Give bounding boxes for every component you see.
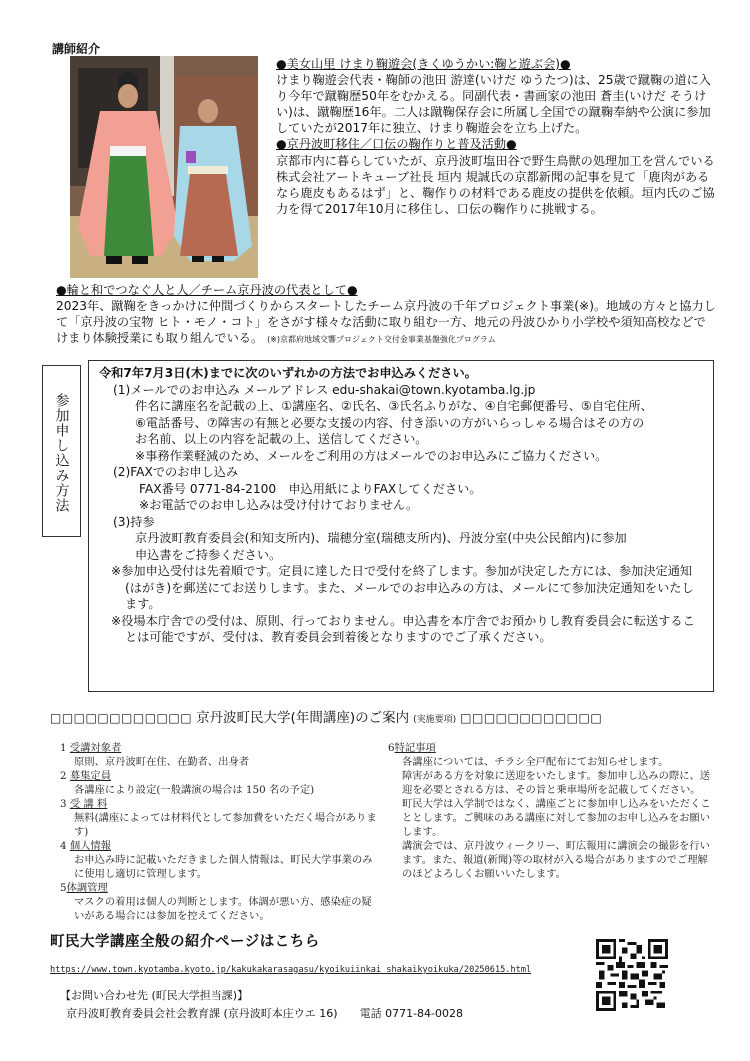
guidelines-left-column xyxy=(60,741,380,923)
banner-squares-left: □□□□□□□□□□□□ xyxy=(50,711,193,725)
lecturer-section-title: 講師紹介 xyxy=(52,42,101,56)
guideline-num: 1 xyxy=(60,742,67,754)
qr-code-icon[interactable] xyxy=(596,939,668,1011)
banner-squares-right: □□□□□□□□□□□□ xyxy=(460,711,603,725)
guideline-item-1 xyxy=(60,741,380,769)
application-note-1: ※参加申込受付は先着順です。定員に達した日で受付を終了します。参加が決定した方には、参加決定通知(はがき)を郵送にてお送りします。また、メールでのお申込みの方は、メールにて参加決定通知をいたします。 xyxy=(111,564,694,611)
guideline-heading: 体調管理 xyxy=(66,882,108,894)
special-note-1: 各講座については、チラシ全戸配布にてお知らせします。 xyxy=(402,756,669,768)
contact-info xyxy=(66,1005,463,1021)
bring-method-line-1: 京丹波町教育委員会(和知支所内)、瑞穂分室(瑞穂支所内)、丹波分室(中央公民館内)に参加 xyxy=(135,531,627,545)
contact-phone: 電話 0771-84-0028 xyxy=(359,1007,463,1020)
guideline-body: お申込み時に記載いただきました個人情報は、町民大学事業のみに使用し適切に管理します。 xyxy=(74,854,373,880)
email-method-heading: (1)メールでのお申込み メールアドレス edu-shakai@town.kyotamba.lg.jp xyxy=(113,382,536,397)
guideline-heading: 募集定員 xyxy=(69,770,112,782)
intro-footnote: (※)京都府地域交響プロジェクト交付金事業基盤強化プログラム xyxy=(267,335,496,345)
guideline-num: 6 xyxy=(388,742,395,754)
team-kyotamba-block xyxy=(56,282,716,348)
guideline-body: 各講座により設定(一般講演の場合は 150 名の予定) xyxy=(74,784,315,796)
email-method-line-3: お名前、以上の内容を記載の上、送信してください。 xyxy=(135,432,428,446)
guideline-body: 原則、京丹波町在住、在勤者、出身者 xyxy=(74,756,250,768)
application-note-2: ※役場本庁舎での受付は、原則、行っておりません。申込書を本庁舎でお預かりし教育委員会に転送することは可能ですが、受付は、教育委員会到着後となりますのでご了承ください。 xyxy=(111,613,695,644)
bring-method-heading: (3)持参 xyxy=(113,514,155,529)
intro-heading-3: ●輪と和でつなぐ人と人／チーム京丹波の代表として● xyxy=(56,283,358,297)
guideline-heading: 特記事項 xyxy=(394,742,436,754)
special-note-2: 障害がある方を対象に送迎をいたします。参加申し込みの際に、送迎を必要とされる方は、その旨と乗車場所を記載してください。 xyxy=(402,770,711,796)
lecturer-intro xyxy=(276,56,716,217)
fax-method-heading: (2)FAXでのお申し込み xyxy=(113,465,239,479)
fax-method-line-1: FAX番号 0771-84-2100 申込用紙によりFAXしてください。 xyxy=(139,481,482,496)
guideline-item-2 xyxy=(60,769,380,797)
qr-code-graphic xyxy=(596,939,668,1011)
guideline-heading: 受講対象者 xyxy=(69,742,122,754)
email-method-line-2: ⑥電話番号、⑦障害の有無と必要な支援の内容、付き添いの方がいらっしゃる場合はその方の xyxy=(135,415,645,430)
bring-method-line-2: 申込書をご持参ください。 xyxy=(135,547,282,562)
guideline-num: 2 xyxy=(60,770,67,782)
contact-heading: 【お問い合わせ先 (町民大学担当課)】 xyxy=(60,989,249,1002)
email-method-note: ※事務作業軽減のため、メールをご利用の方はメールでのお申込みにご協力ください。 xyxy=(135,448,608,463)
intro-body-3 xyxy=(56,298,716,348)
special-note-3: 町民大学は入学制ではなく、講座ごとに参加申し込みをいただくこととします。ご興味のある講座に対して参加のお申し込みをお願いします。 xyxy=(402,798,711,838)
fax-method-note: ※お電話でのお申し込みは受け付けておりません。 xyxy=(139,498,419,512)
email-method-line-1: 件名に講座名を記載の上、①講座名、②氏名、③氏名ふりがな、④自宅郵便番号、⑤自宅住所、 xyxy=(135,399,653,413)
application-side-label: 参加申し込み方法 xyxy=(42,365,81,537)
intro-body-3-text: 2023年、蹴鞠をきっかけに仲間づくりからスタートしたチーム京丹波の千年プロジェクト事業(※)。地域の方々と協力して「京丹波の宝物 ヒト・モノ・コト」をさがす様々な活動に取り組む一方、地元の丹波ひかり小学校や須知高校などでけまり体験授業にも取り組んでいる。 xyxy=(56,299,716,346)
intro-heading-1: ●美女山里 けまり鞠遊会(きくゆうかい:鞠と遊ぶ会)● xyxy=(276,57,571,71)
guideline-item-5 xyxy=(60,881,380,923)
intro-heading-2: ●京丹波町移住／口伝の鞠作りと普及活動● xyxy=(276,137,517,152)
university-banner xyxy=(50,706,720,726)
photo-illustration xyxy=(70,56,258,278)
guideline-body: 無料(講座によっては材料代として参加費をいただく場合があります) xyxy=(74,812,377,838)
guideline-num: 4 xyxy=(60,840,67,852)
banner-subtitle: (実施要項) xyxy=(413,715,457,725)
intro-page-url-link[interactable]: https://www.town.kyotamba.kyoto.jp/kakukakarasagasu/kyoikuiinkai_shakaikyoikuka/20250615.html xyxy=(50,965,532,975)
guideline-num: 3 xyxy=(60,798,67,810)
lecturer-photo xyxy=(70,56,258,278)
guidelines-right-column xyxy=(388,741,718,881)
intro-page-link-title: 町民大学講座全般の紹介ページはこちら xyxy=(50,934,320,950)
special-note-4: 講演会では、京丹波ウィークリー、町広報用に講演会の撮影を行います。また、報道(新聞)等の取材が入る場合がありますのでご理解のほどよろしくお願いいたします。 xyxy=(402,840,710,880)
guideline-body: マスクの着用は個人の判断とします。体調が悪い方、感染症の疑いがある場合には参加を控えてください。 xyxy=(74,896,372,922)
guideline-item-3 xyxy=(60,797,380,839)
banner-title: 京丹波町民大学(年間講座)のご案内 xyxy=(196,710,410,726)
guideline-item-4 xyxy=(60,839,380,881)
intro-body-2: 京都市内に暮らしていたが、京丹波町塩田谷で野生鳥獣の処理加工を営んでいる株式会社アートキューブ社長 垣内 規誠氏の京都新聞の記事を見て「鹿肉があるなら鹿皮もあるはず」と、鞠作りの材料である鹿皮の提供を依頼。垣内氏のご協力を得て2017年10月に移住し、口伝の鞠作りに挑戦する。 xyxy=(276,153,715,216)
guideline-num: 5 xyxy=(60,882,67,894)
application-box xyxy=(88,360,714,692)
contact-organization: 京丹波町教育委員会社会教育課 (京丹波町本庄ウエ 16) xyxy=(66,1007,338,1020)
guideline-heading: 受 講 料 xyxy=(69,798,108,810)
intro-body-1: けまり鞠遊会代表・鞠師の池田 游達(いけだ ゆうたつ)は、25歳で蹴鞠の道に入り今年で蹴鞠歴50年をむかえる。同副代表・書画家の池田 蒼圭(いけだ そうけい)は、蹴鞠歴16年。二人は蹴鞠保存会に所属し全国での蹴鞠奉納や公演に参加していたが2017年に独立、けまり鞠遊会を立ち上げた。 xyxy=(276,73,711,136)
guideline-heading: 個人情報 xyxy=(69,840,112,852)
application-deadline: 令和7年7月3日(木)までに次のいずれかの方法でお申込みください。 xyxy=(99,366,477,380)
